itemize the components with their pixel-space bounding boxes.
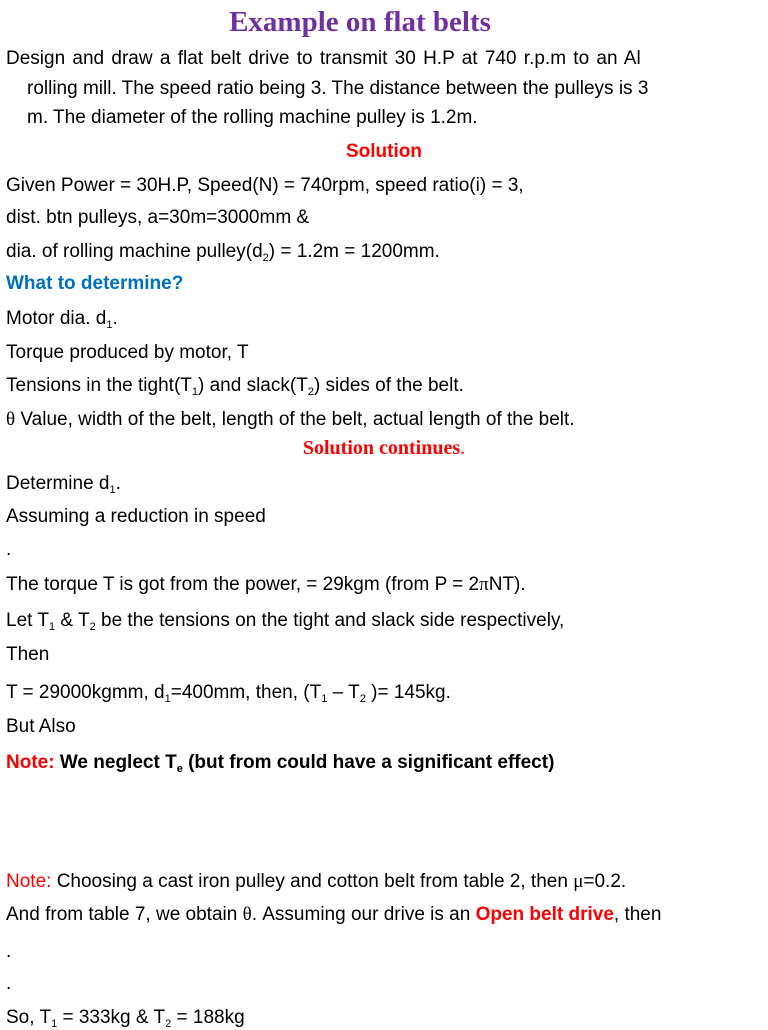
problem-line-3: m. The diameter of the rolling machine pulley is 1.2m.: [27, 107, 478, 128]
determine-torque: Torque produced by motor, T: [6, 342, 249, 363]
determine-theta: θ Value, width of the belt, length of the belt, actual length of the belt.: [6, 409, 575, 430]
given-line-3: dia. of rolling machine $pulley(d_2) = 1.2m = 1200mm$.: [6, 241, 440, 264]
solution-heading: Solution: [346, 141, 422, 162]
determine-heading: What to determine?: [6, 273, 184, 294]
assume-reduction: Assuming a reduction in speed: [6, 506, 266, 527]
let-tensions-line: Let $T_1$ & $T_2$ be the tensions on the tight and slack side respectively,: [6, 610, 565, 633]
slide-title: Example on flat belts: [229, 6, 491, 38]
t-values-line: T = 29000kgmm, $d_1=400mm$, then, ($T_1 - T_2$ )= 145kg.: [6, 682, 451, 705]
problem-line-2: rolling mill. The speed ratio being 3. The distance between the pulleys is 3: [27, 78, 649, 99]
so-tensions-line: So, $T_1 = 333kg$ & $T_2 = 188kg$: [6, 1007, 245, 1030]
determine-d1: Determine $d_1$.: [6, 473, 121, 496]
blank-dot-2: .: [6, 941, 12, 962]
blank-dot-3: .: [6, 973, 12, 994]
given-line-2: dist. btn pulleys, a=30m=3000mm &: [6, 207, 310, 228]
blank-dot-1: .: [6, 539, 12, 560]
theta-symbol: θ: [6, 409, 16, 430]
determine-motor: Motor dia. $d_1$.: [6, 308, 118, 331]
table7-line: And from table 7, we obtain θ. Assuming our drive is an Open belt drive, then: [6, 904, 662, 925]
problem-line-1: Design and draw a flat belt drive to transmit 30 H.P at 740 r.p.m to an Al: [6, 48, 641, 69]
then-line: Then: [6, 644, 50, 665]
determine-tensions: Tensions in the $tight(T_1)$ and $slack(T_2)$ sides of the belt.: [6, 375, 464, 398]
given-line-1: Given Power = 30H.P, Speed(N) = 740rpm, speed ratio(i) = 3,: [6, 175, 524, 196]
note-neglect: Note: We neglect $T_e$ (but from could have a significant effect): [6, 752, 555, 775]
continues-heading: Solution continues.: [302, 437, 466, 459]
but-also-line: But Also: [6, 716, 76, 737]
note-cast-iron: Note: Choosing a cast iron pulley and cotton belt from table 2, then μ=0.2.: [6, 871, 627, 892]
torque-line: The torque T is got from the power, = 29kgm (from P = 2πNT).: [6, 574, 526, 595]
